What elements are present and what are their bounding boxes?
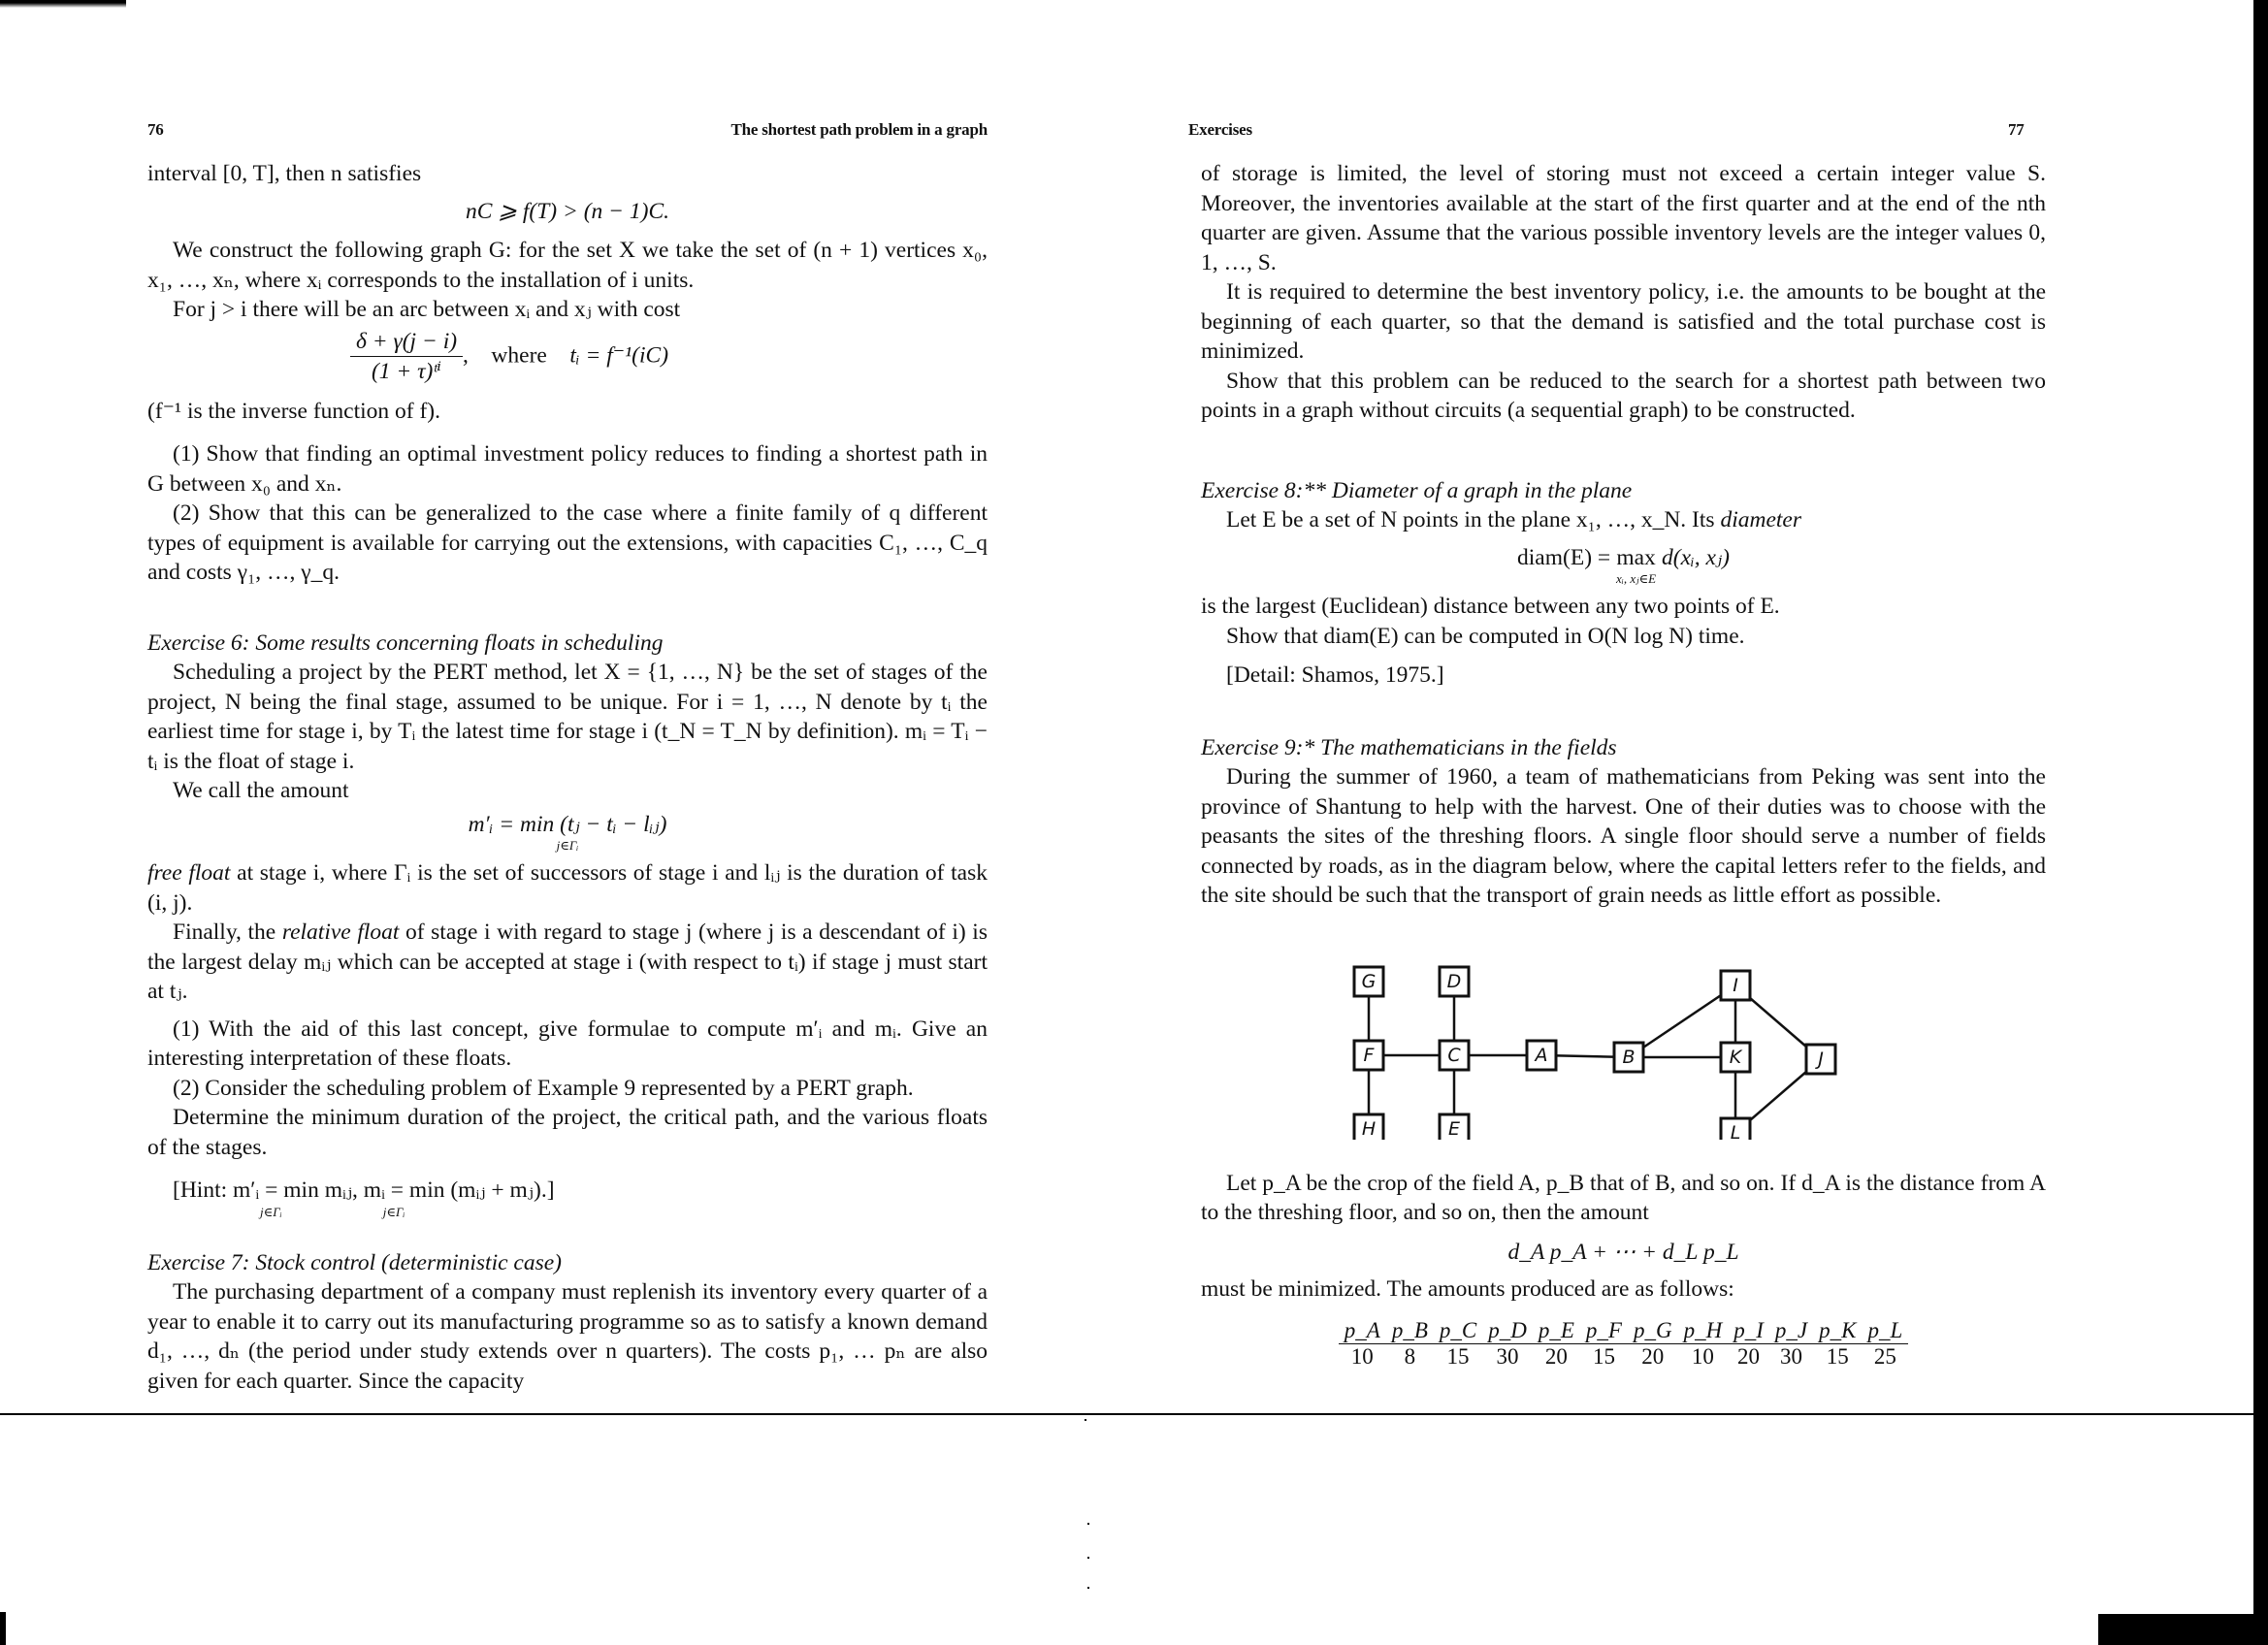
paragraph-text: Let E be a set of N points in the plane x₁, …, x_N. Its [1226,507,1721,532]
table-cell: 30 [1496,1343,1519,1369]
equation-weighted-sum: d_A p_A + ⋯ + d_L p_L [1507,1239,1739,1265]
field-node-F [1354,1041,1383,1070]
table-cell: 10 [1691,1343,1714,1369]
field-node-C [1440,1041,1469,1070]
field-label: E [1447,1117,1461,1140]
running-head: The shortest path problem in a graph [730,120,988,139]
exercise-6-paragraph-3 [147,858,988,918]
field-node-H [1354,1114,1383,1140]
column-header: p_B [1386,1318,1434,1344]
paragraph-text: of stage i with regard to stage j (where j is a descendant of i) is the largest delay mᵢⱼ which can be accepted at stage i (with respect to tᵢ) if stage j must start at tⱼ. [147,919,988,1004]
field-node-G [1354,967,1383,996]
table-cell: 20 [1737,1343,1761,1369]
hint-part-2 [364,1176,555,1219]
term-diameter: diameter [1720,507,1801,532]
where-word: where [491,341,547,368]
field-node-A [1527,1041,1556,1070]
exercise-8-paragraph-3: Show that diam(E) can be computed in O(N log N) time. [1226,623,1745,649]
intro-line: interval [0, T], then n satisfies [147,161,422,186]
field-node-K [1721,1043,1750,1072]
question-2: (2) Show that this can be generalized to the case where a finite family of q different types of equipment is available for carrying out the extensions, with capacities C₁, …, C_q and costs γ₁, …, γ_q. [147,500,988,585]
exercise-6-question-1: (1) With the aid of this last concept, give formulae to compute m′ᵢ and mᵢ. Give an interesting interpretation of these floats. [147,1016,988,1071]
exercise-7-continuation-1: of storage is limited, the level of storing must not exceed a certain integer value S. Moreover, the inventories available at the start of the first quarter and at the end of the nth quarter are given. Assume that the various possible inventory levels are the integer values 0, 1, …, S. [1201,161,2046,275]
table-cell: 15 [1592,1343,1615,1369]
fraction-denominator: (1 + τ)ᵗⁱ [371,359,442,384]
exercise-6-question-3: Determine the minimum duration of the project, the critical path, and the various floats of the stages. [147,1105,988,1160]
table-row [1339,1343,1909,1370]
page-number: 76 [147,120,164,139]
table-cell: 15 [1826,1343,1849,1369]
column-header: p_C [1434,1318,1482,1344]
table-cell: 15 [1446,1343,1470,1369]
equation-inequality: nC ⩾ f(T) > (n − 1)C. [465,198,670,224]
exercise-7-continuation-3: Show that this problem can be reduced to the search for a shortest path between two points in a graph without circuits (a sequential graph) to be constructed. [1201,368,2046,423]
hint-text: [Hint: m′ᵢ = min mᵢⱼ, [173,1177,358,1203]
term-free-float: free float [147,860,231,886]
table-cell: 20 [1641,1343,1665,1369]
exercise-6-hint [147,1176,988,1219]
field-label: H [1361,1117,1377,1140]
field-label: K [1729,1046,1742,1068]
right-column [1201,159,2046,1370]
field-node-L [1721,1118,1750,1140]
table-cell: 30 [1780,1343,1802,1369]
column-header: p_K [1813,1318,1862,1344]
column-header: p_H [1678,1318,1729,1344]
table-cell: 20 [1544,1343,1568,1369]
table-header-row [1339,1318,1909,1344]
equation-diameter [1201,543,2046,587]
exercise-9-paragraph-1: During the summer of 1960, a team of mathematicians from Peking was sent into the province of Shantung to help with the harvest. One of their duties was to choose with the peasants the sites of the threshing floors. A single floor should serve a number of fields connected by roads, as in the diagram below, where the capital letters refer to the fields, and the site should be such that the transport of grain needs as little effort as possible. [1201,764,2046,908]
diameter-lhs: diam(E) = [1517,544,1611,570]
field-road-diagram [1335,946,1917,1140]
max-operator [1616,543,1656,587]
column-header: p_J [1769,1318,1813,1344]
hint-subscript: j∈Γᵢ [260,1204,282,1219]
exercise-6-paragraph-4 [147,918,988,1007]
field-node-E [1440,1114,1469,1140]
question-1: (1) Show that finding an optimal investment policy reduces to finding a shortest path in G between x₀ and xₙ. [147,441,988,497]
right-page [1134,0,2268,1645]
max-word: max [1616,544,1656,570]
equation-free-float [147,810,988,854]
exercise-9-paragraph-3: must be minimized. The amounts produced are as follows: [1201,1276,1734,1302]
hint-text: mᵢ = min (mᵢⱼ + mⱼ).] [363,1177,555,1203]
hint-subscript: j∈Γᵢ [382,1204,405,1219]
field-label: J [1818,1048,1824,1070]
field-label: D [1446,970,1462,992]
field-label: L [1730,1121,1741,1140]
column-header: p_I [1728,1318,1769,1344]
exercise-7-paragraph-1: The purchasing department of a company must replenish its inventory every quarter of a year to enable it to carry out its manufacturing programme so as to satisfy a known demand d₁, …, dₙ (the period under study extends over n quarters). The costs p₁, … pₙ are also given for each quarter. Since the capacity [147,1279,988,1394]
paragraph-arc-cost: For j > i there will be an arc between xᵢ and xⱼ with cost [173,297,681,322]
column-header: p_D [1482,1318,1533,1344]
exercise-6-title: Exercise 6: Some results concerning floats in scheduling [147,629,664,656]
field-label: G [1361,970,1377,992]
exercise-7-continuation-2: It is required to determine the best inventory policy, i.e. the amounts to be bought at the beginning of each quarter, so that the demand is satisfied and the total purchase cost is minimized. [1201,279,2046,364]
field-label: F [1363,1044,1375,1066]
column-header: p_G [1628,1318,1678,1344]
formula-body: m′ᵢ = min (tⱼ − tᵢ − lᵢⱼ) [468,811,667,837]
diameter-rhs: d(xᵢ, xⱼ) [1662,544,1730,570]
inverse-function-note: (f⁻¹ is the inverse function of f). [147,398,441,424]
field-label: A [1535,1044,1548,1066]
column-header: p_E [1533,1318,1580,1344]
fraction-numerator: δ + γ(j − i) [350,327,463,358]
page-number: 77 [2008,120,2025,139]
field-label: C [1447,1044,1461,1066]
column-header: p_A [1339,1318,1386,1344]
paragraph-graph-construction: We construct the following graph G: for the set X we take the set of (n + 1) vertices x₀, x₁, …, xₙ, where xᵢ corresponds to the installation of i units. [147,238,988,293]
table-cell: 8 [1404,1343,1416,1369]
term-relative-float: relative float [281,919,400,945]
exercise-6-question-2: (2) Consider the scheduling problem of Example 9 represented by a PERT graph. [173,1075,914,1101]
paragraph-text: Finally, the [173,919,282,945]
exercise-9-title: Exercise 9:* The mathematicians in the fields [1201,734,1617,760]
left-column [147,159,988,1396]
table-cell: 25 [1873,1343,1896,1369]
crop-amounts-table [1339,1318,1909,1370]
exercise-6-paragraph-1: Scheduling a project by the PERT method, let X = {1, …, N} be the set of stages of the project, N being the final stage, assumed to be unique. For i = 1, …, N denote by tᵢ the earliest time for stage i, by Tᵢ the latest time for stage i (t_N = T_N by definition). mᵢ = Tᵢ − tᵢ is the float of stage i. [147,660,988,774]
exercise-8-paragraph-1 [1201,505,2046,535]
exercise-6-paragraph-2: We call the amount [173,778,349,803]
exercise-8-title: Exercise 8:** Diameter of a graph in the plane [1201,477,1633,503]
hint-part-1 [173,1176,358,1219]
equation-arc-cost: $\frac{\delta + \gamma(j - i)}{\text{(1 + τ)ᵗⁱ}}$ , where tᵢ = f⁻¹(iC) [147,327,988,387]
formula-subscript: j∈Γᵢ [556,838,579,853]
field-node-I [1721,971,1750,1000]
field-label: B [1622,1046,1636,1068]
free-float-formula [469,810,667,854]
field-node-D [1440,967,1469,996]
exercise-9-paragraph-2: Let p_A be the crop of the field A, p_B that of B, and so on. If d_A is the distance from A to the threshing floor, and so on, then the amount [1201,1170,2046,1225]
column-header: p_L [1862,1318,1908,1344]
exercise-8-paragraph-2: is the largest (Euclidean) distance between any two points of E. [1201,594,1780,619]
field-node-J [1806,1045,1835,1074]
field-node-B [1614,1043,1643,1072]
max-subscript: xᵢ, xⱼ∈E [1616,571,1657,586]
field-label: I [1733,974,1738,996]
time-definition: tᵢ = f⁻¹(iC) [569,341,669,368]
column-header: p_F [1580,1318,1628,1344]
table-cell: 10 [1350,1343,1374,1369]
running-head: Exercises [1188,120,1252,139]
paragraph-text: at stage i, where Γᵢ is the set of successors of stage i and lᵢⱼ is the duration of task (i, j). [147,860,988,916]
exercise-7-title: Exercise 7: Stock control (deterministic case) [147,1249,562,1275]
exercise-8-detail: [Detail: Shamos, 1975.] [1226,662,1444,688]
cost-fraction [350,327,463,387]
